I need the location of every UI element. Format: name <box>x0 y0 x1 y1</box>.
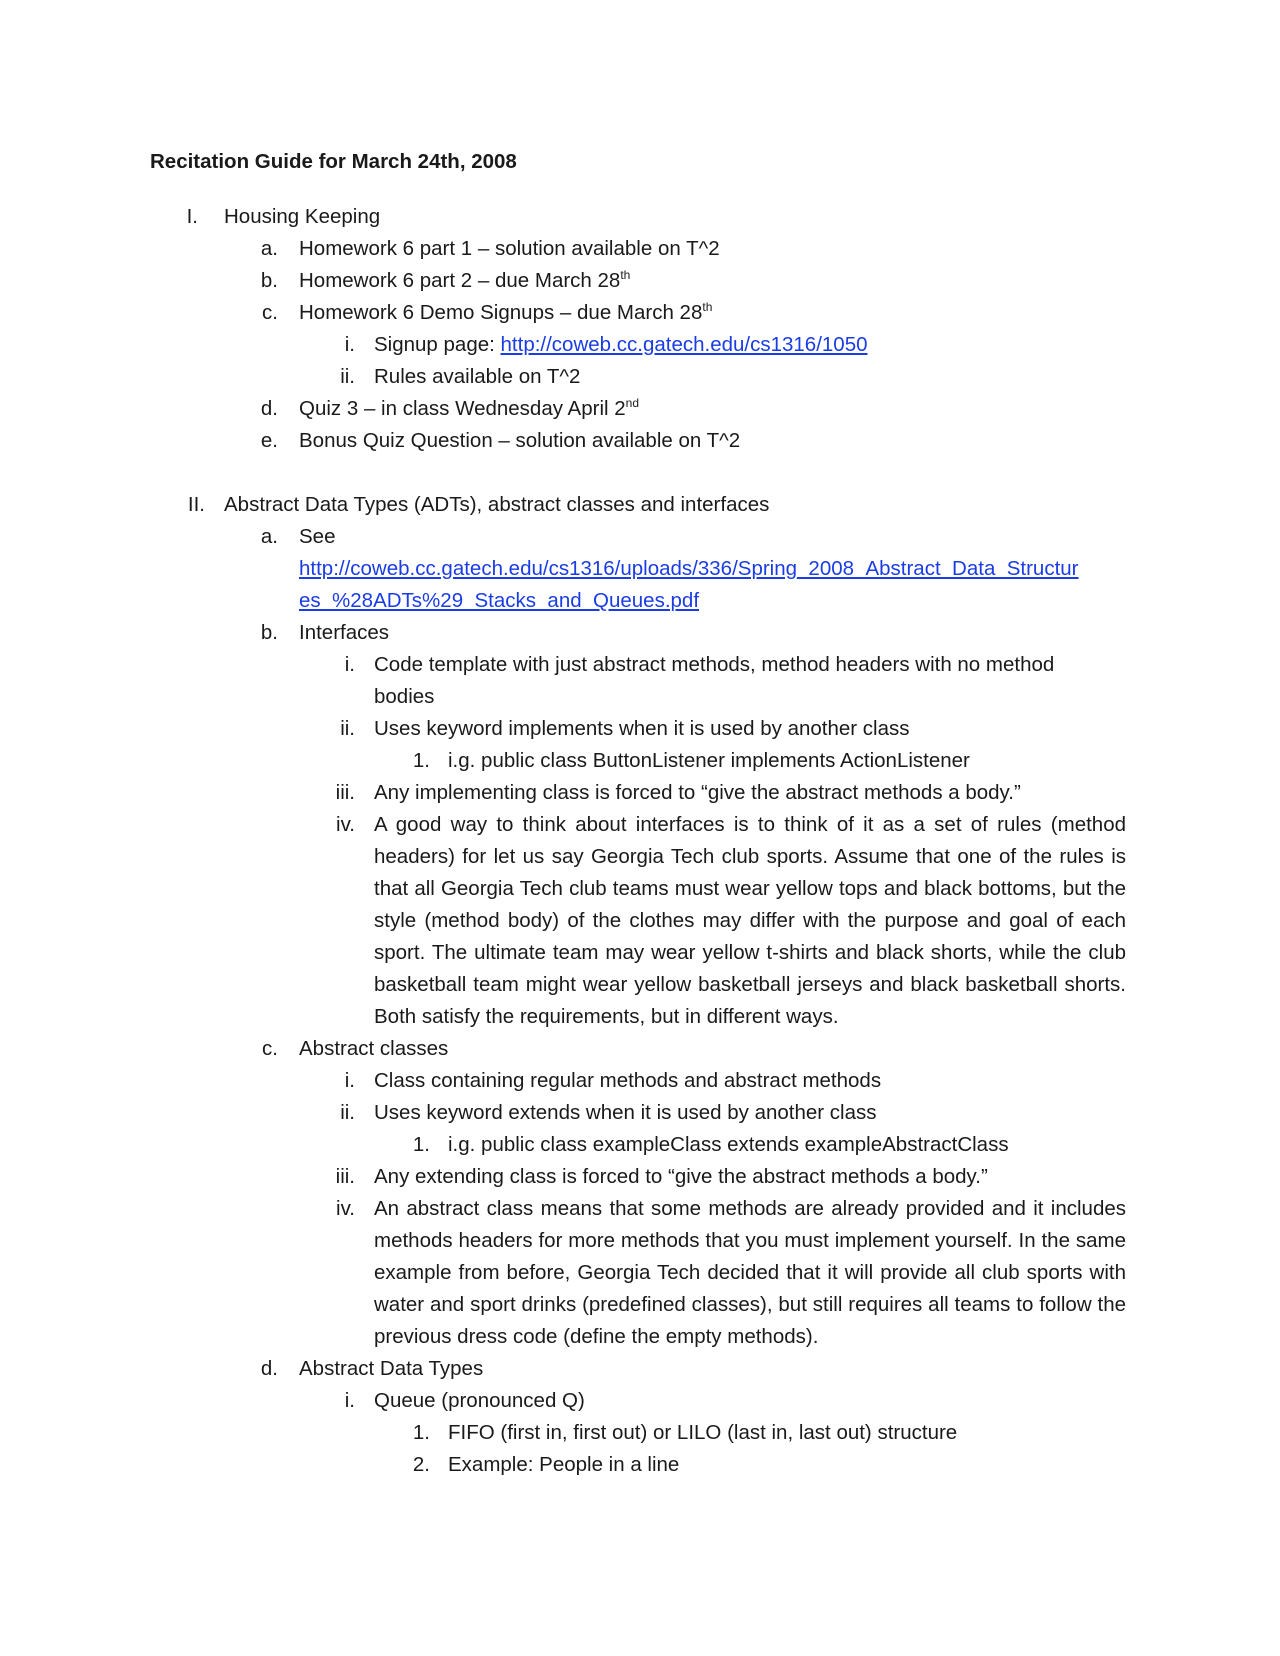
abstract-class-paragraph: An abstract class means that some methods are already provided and it includes methods headers for more methods that you must implement yourself. In the same example from before, Georgia Tech decided that it will provide all club sports with water and sport drinks (predefined classes), but still requires all teams to follow the previous dress code (define the empty methods). <box>374 1197 1126 1348</box>
interfaces-analogy-paragraph: A good way to think about interfaces is to think of it as a set of rules (method headers) for let us say Georgia Tech club sports. Assume that one of the rules is that all Georgia Tech club teams must wear yellow tops and black bottoms, but the style (method body) of the clothes may differ with the purpose and goal of each sport. The ultimate team may wear yellow t-shirts and black shorts, while the club basketball team might wear yellow basketball jerseys and black basketball shorts. Both satisfy the requirements, but in different ways. <box>374 813 1126 1028</box>
list-text: Quiz 3 – in class Wednesday April 2nd <box>299 396 640 420</box>
list-marker: i. <box>344 1389 355 1412</box>
list-marker: b. <box>260 269 278 292</box>
list-text: Bonus Quiz Question – solution available on T^2 <box>299 429 741 452</box>
list-text: Queue (pronounced Q) <box>374 1389 585 1412</box>
list-marker: 1. <box>412 1421 430 1444</box>
list-text: Code template with just abstract methods, method headers with no method <box>374 653 1055 676</box>
list-text: Uses keyword extends when it is used by another class <box>374 1101 877 1124</box>
list-text: i.g. public class exampleClass extends exampleAbstractClass <box>448 1133 1009 1156</box>
list-text: See <box>299 525 336 548</box>
list-marker: 2. <box>412 1453 430 1476</box>
list-text: FIFO (first in, first out) or LILO (last in, last out) structure <box>448 1421 958 1444</box>
list-marker: iii. <box>335 781 355 804</box>
list-marker: b. <box>260 621 278 644</box>
list-text: Abstract Data Types <box>299 1357 484 1380</box>
adt-pdf-link[interactable]: http://coweb.cc.gatech.edu/cs1316/uploads/336/Spring_2008_Abstract_Data_Structur <box>299 557 1079 580</box>
list-text: i.g. public class ButtonListener implements ActionListener <box>448 749 970 772</box>
list-marker: 1. <box>412 1133 430 1156</box>
list-text: Uses keyword implements when it is used by another class <box>374 717 910 740</box>
list-text: Signup page: http://coweb.cc.gatech.edu/cs1316/1050 <box>374 333 868 356</box>
list-text: bodies <box>374 685 435 708</box>
list-marker: 1. <box>412 749 430 772</box>
list-text: Homework 6 part 2 – due March 28th <box>299 268 631 292</box>
list-text: Rules available on T^2 <box>374 365 581 388</box>
list-marker: i. <box>344 1069 355 1092</box>
list-text: Homework 6 part 1 – solution available on T^2 <box>299 237 720 260</box>
list-marker: c. <box>262 1037 278 1060</box>
list-marker: c. <box>262 301 278 324</box>
page-title: Recitation Guide for March 24th, 2008 <box>150 150 517 173</box>
list-marker: d. <box>260 1357 278 1380</box>
list-marker: a. <box>260 237 278 260</box>
list-text: Interfaces <box>299 621 390 644</box>
list-text: Homework 6 Demo Signups – due March 28th <box>299 300 713 324</box>
section-1-heading: Housing Keeping <box>224 205 381 228</box>
section-2-marker: II. <box>187 493 205 516</box>
list-marker: d. <box>260 397 278 420</box>
list-text: Example: People in a line <box>448 1453 680 1476</box>
list-marker: ii. <box>340 1101 355 1124</box>
list-text: Class containing regular methods and abstract methods <box>374 1069 882 1092</box>
list-text: Any extending class is forced to “give the abstract methods a body.” <box>374 1165 988 1188</box>
list-marker: iii. <box>335 1165 355 1188</box>
list-marker: iv. <box>336 1197 355 1220</box>
signup-link[interactable]: http://coweb.cc.gatech.edu/cs1316/1050 <box>500 333 868 356</box>
list-marker: ii. <box>340 365 355 388</box>
list-marker: i. <box>344 653 355 676</box>
list-text: Abstract classes <box>299 1037 449 1060</box>
list-text: Any implementing class is forced to “give the abstract methods a body.” <box>374 781 1021 804</box>
list-marker: ii. <box>340 717 355 740</box>
list-marker: i. <box>344 333 355 356</box>
section-2-heading: Abstract Data Types (ADTs), abstract classes and interfaces <box>224 493 770 516</box>
section-1-marker: I. <box>186 205 198 228</box>
list-marker: a. <box>260 525 278 548</box>
adt-pdf-link-continued[interactable]: es_%28ADTs%29_Stacks_and_Queues.pdf <box>299 589 700 612</box>
list-marker: iv. <box>336 813 355 836</box>
list-marker: e. <box>260 429 278 452</box>
